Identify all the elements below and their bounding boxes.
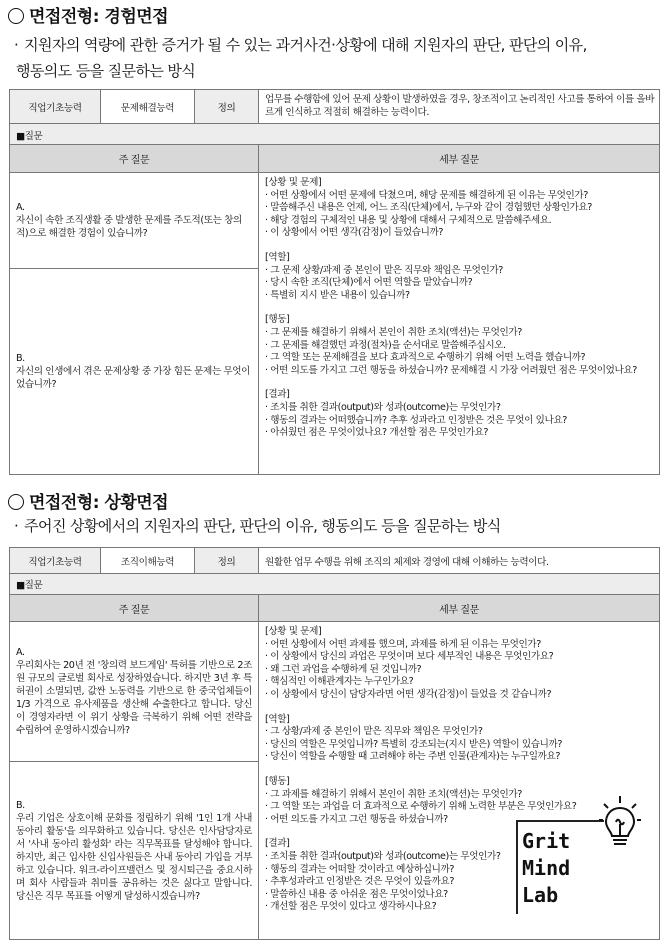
detail-group-action: [행동] · 그 과제를 해결하기 위해서 본인이 취한 조치(액션)는 무엇인가? · 그 역할 또는 과업을 더 효과적으로 수행하기 위해 노력한 부분은 무엇인가요? · 어떤 의도를 가지고 그런 행동을 하셨습니까? xyxy=(265,775,577,825)
section1-question-table xyxy=(9,144,660,475)
grit-mind-lab-logo xyxy=(510,786,660,916)
detail-group-result: [결과] · 조치를 취한 결과(output)와 성과(outcome)는 무엇인가? · 행동의 결과는 어떠할 것이라고 예상하십니까? · 추후성과라고 인정받은 것은 무엇이 있을까요? · 말씀하신 내용 중 아쉬운 점은 무엇이었나요? · 개선할 점은 무엇이 있다고 생각하시나요? xyxy=(265,838,501,913)
definition-label: 정의 xyxy=(195,90,259,124)
detail-question-header: 세부 질문 xyxy=(259,145,660,173)
main-question-header: 주 질문 xyxy=(10,145,259,173)
section1-heading: 면접전형: 경험면접 xyxy=(8,2,168,27)
detail-group-role: [역할] · 그 문제 상황/과제 중 본인이 맡은 직무와 책임은 무엇인가? · 당시 속한 조직(단체)에서 어떤 역할을 맡았습니까? · 특별히 지시 받은 내용이 있습니까? xyxy=(265,251,503,301)
detail-group-role: [역할] · 그 상황/과제 중 본인이 맡은 직무와 책임은 무엇인가? · 당신의 역할은 무엇입니까? 특별히 강조되는(지시 받은) 역할이 있습니까? · 당신이 역할을 수행할 때 고려해야 하는 주변 인물(관계자)는 누구일까요? xyxy=(265,713,563,763)
questions-label: ■질문 xyxy=(10,574,660,595)
question-a: A. 자신이 속한 조직생활 중 발생한 문제를 주도적(또는 창의적)으로 해결한 경험이 있습니까? xyxy=(10,173,259,269)
competency-value: 문제해결능력 xyxy=(101,90,195,124)
main-question-header: 주 질문 xyxy=(10,595,259,622)
detail-questions xyxy=(259,173,660,475)
logo-text: Grit Mind Lab xyxy=(522,829,571,907)
dot-bullet-icon: · xyxy=(14,36,19,54)
question-a: A. 우리회사는 20년 전 '창의력 보드게임' 특허를 기반으로 2조원 규모의 글로벌 회사로 성장하였습니다. 하지만 3년 후 특허권이 소멸되면, 값싼 노동력을 기반으로 한 중국업체들이 1/3 가격으로 유사제품을 생산해 수출한다고 합니다. 당신이 경영자라면 이 위기 상황을 극복하기 위해 어떤 전략을 수립하여 운영하시겠습니까? xyxy=(10,622,259,762)
detail-group-result: [결과] · 조치를 취한 결과(output)와 성과(outcome)는 무엇인가? · 행동의 결과는 어떠했습니까? 추후 성과라고 인정받은 것은 무엇이 있나요? · 아쉬웠던 점은 무엇이었나요? 개선할 점은 무엇인가요? xyxy=(265,389,567,439)
dot-bullet-icon: · xyxy=(14,517,19,535)
detail-group-action: [행동] · 그 문제를 해결하기 위해서 본인이 취한 조치(액션)는 무엇인가? · 그 문제를 해결했던 과정(절차)을 순서대로 말씀해주십시오. · 그 역할 또는 문제해결을 보다 효과적으로 수행하기 위해 어떤 노력을 했습니까? · 어떤 의도를 가지고 그런 행동을 하셨습니까? 문제해결 시 가장 어려웠던 점은 무엇이었나요? xyxy=(265,314,637,376)
section1-competency-table xyxy=(9,89,660,146)
section2-description: · 주어진 상황에서의 지원자의 판단, 판단의 이유, 행동의도 등을 질문하는 방식 xyxy=(14,517,501,535)
question-b: B. 우리 기업은 상호이해 문화를 정립하기 위해 '1인 1개 사내 동아리 활동'을 의무화하고 있습니다. 당신은 인사담당자로서 '사내 동아리 활성화' 라는 직무목표를 달성해야 합니다. 하지만, 최근 입사한 신입사원들은 사내 동아리 가입을 거부하고 있습니다. 워크-라이프밸런스 및 정시퇴근을 중요시하며 회사 사람들과 취미를 공유하는 것은 싫다고 말합니다. 당신은 직무 목표를 어떻게 달성하시겠습니까? xyxy=(10,762,259,940)
detail-group-situation: [상황 및 문제] · 어떤 상황에서 어떤 과제를 했으며, 과제를 하게 된 이유는 무엇인가? · 이 상황에서 당신의 과업은 무엇이며 보다 세부적인 내용은 무엇인가요? · 왜 그런 과업을 수행하게 된 것입니까? · 핵심적인 이해관계자는 누구인가요? · 이 상황에서 당신이 담당자라면 어떤 생각(감정)이 들었을 것 같습니까? xyxy=(265,626,554,700)
definition-label: 정의 xyxy=(195,548,259,574)
circle-bullet-icon xyxy=(8,8,24,24)
detail-question-header: 세부 질문 xyxy=(259,595,660,622)
section2-competency-table xyxy=(9,547,660,595)
section2-heading: 면접전형: 상황면접 xyxy=(8,488,168,513)
competency-label: 직업기초능력 xyxy=(10,548,101,574)
competency-label: 직업기초능력 xyxy=(10,90,101,124)
definition-text: 원활한 업무 수행을 위해 조직의 체제와 경영에 대해 이해하는 능력이다. xyxy=(259,548,660,574)
section1-description: · 지원자의 역량에 관한 증거가 될 수 있는 과거사건·상황에 대해 지원자의 판단, 판단의 이유, 행동의도 등을 질문하는 방식 xyxy=(14,36,587,80)
competency-value: 조직이해능력 xyxy=(101,548,195,574)
circle-bullet-icon xyxy=(8,494,24,510)
lightbulb-icon xyxy=(598,794,642,852)
questions-label: ■질문 xyxy=(10,124,660,146)
detail-group-situation: [상황 및 문제] · 어떤 상황에서 어떤 문제에 닥쳤으며, 해당 문제를 해결하게 된 이유는 무엇인가? · 말씀해주신 내용은 언제, 어느 조직(단체)에서, 누구와 같이 경험했던 상황인가요? · 해당 경험의 구체적인 내용 및 상황에 대해서 구체적으로 말씀해주세요. · 이 상황에서 어떤 생각(감정)이 들었습니까? xyxy=(265,177,592,239)
definition-text: 업무를 수행함에 있어 문제 상황이 발생하였을 경우, 창조적이고 논리적인 사고를 통하여 이를 올바르게 인식하고 적절히 해결하는 능력이다. xyxy=(259,90,660,124)
question-b: B. 자신의 인생에서 겪은 문제상황 중 가장 힘든 문제는 무엇이었습니까? xyxy=(10,269,259,475)
